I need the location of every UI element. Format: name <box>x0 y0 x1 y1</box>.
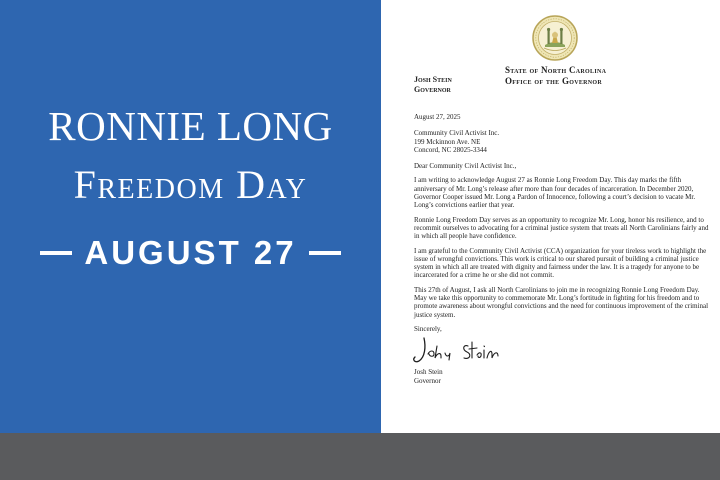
headline-freedom-day: Freedom Day <box>73 162 308 207</box>
paragraph: I am grateful to the Community Civil Activist (CCA) organization for your tireless work to highlight the issue of wrongful convictions. This work is critical to our shared pursuit of building a criminal justice system in which all are treated with dignity and fairness under the law. It is a tragedy for anyone to be incarcerated for a crime he or she did not commit. <box>414 246 707 280</box>
paragraph: This 27th of August, I ask all North Carolinians to join me in recognizing Ronnie Long Freedom Day. May we take this opportunity to commemorate Mr. Long’s fortitude in fighting for his freedom and to promote awareness about wrongful convictions and the need for continuous improvement of the criminal justice system. <box>414 285 709 319</box>
banner-date: AUGUST 27 <box>84 234 297 271</box>
headline-name: RONNIE LONG <box>48 103 333 149</box>
closing: Sincerely, <box>414 324 442 333</box>
signature-icon <box>410 335 522 365</box>
right-dash <box>309 251 341 255</box>
paragraph: Ronnie Long Freedom Day serves as an opportunity to recognize Mr. Long, honor his resilience, and to recommit ourselves to advocating for a criminal justice system that treats all North Carolinians fairly and in which all people have confidence. <box>414 215 709 241</box>
sender-name: Josh Stein <box>414 75 452 84</box>
sender-title: Governor <box>414 85 451 94</box>
office-heading <box>505 65 705 87</box>
recipient-address <box>414 129 712 154</box>
signoff-name: Josh Stein <box>414 368 443 377</box>
paragraph: I am writing to acknowledge August 27 as Ronnie Long Freedom Day. This day marks the fifth anniversary of Mr. Long’s release after more than four decades of incarceration. In December 2020, Governor Cooper issued Mr. Long a Pardon of Innocence, following a court’s decision to vacate Mr. Long’s convictions earlier that year. <box>414 176 696 210</box>
governor-letter <box>381 0 720 433</box>
salutation: Dear Community Civil Activist Inc., <box>414 162 517 171</box>
letter-body <box>414 113 712 385</box>
recipient-line: Community Civil Activist Inc. <box>414 129 500 138</box>
sender-block <box>414 75 452 95</box>
left-dash <box>40 251 72 255</box>
letter-date: August 27, 2025 <box>414 113 461 121</box>
recipient-line: 199 Mckinnon Ave. NE <box>414 137 481 146</box>
footer-bar <box>0 433 720 480</box>
office-line: Office of the Governor <box>505 76 603 86</box>
freedom-day-graphic <box>0 0 381 433</box>
nc-state-seal-icon <box>532 15 578 61</box>
recipient-line: Concord, NC 28025-3344 <box>414 145 487 154</box>
state-line: State of North Carolina <box>505 65 607 75</box>
date-banner <box>0 236 381 269</box>
signoff-title: Governor <box>414 376 441 385</box>
